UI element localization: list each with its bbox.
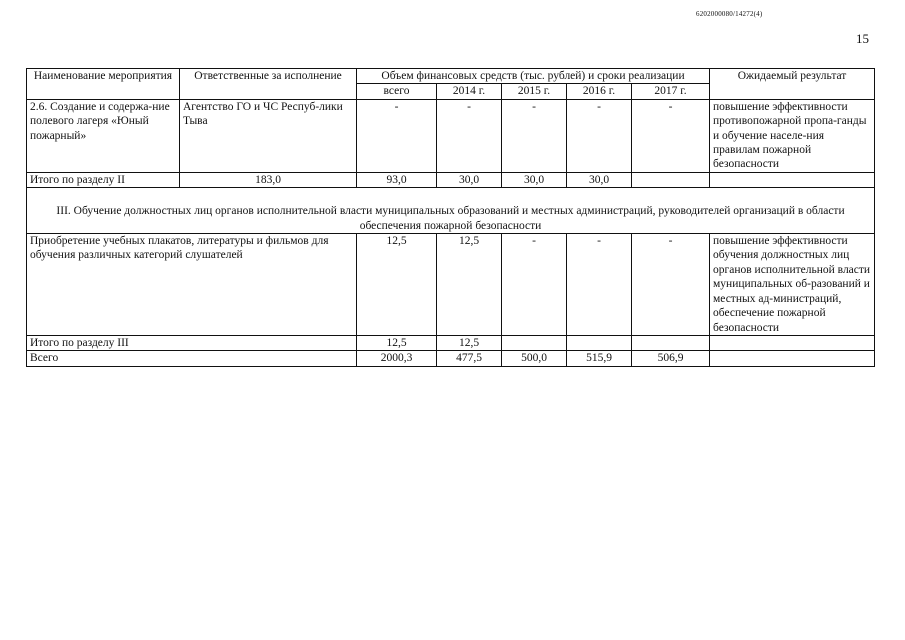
- total-3-2016: [567, 335, 632, 350]
- page-number: 15: [856, 31, 869, 46]
- row-3-2016: -: [567, 234, 632, 336]
- grand-total-total: 2000,3: [357, 351, 437, 366]
- total-3-2014: 12,5: [437, 335, 502, 350]
- total-2-2016: 30,0: [567, 172, 632, 187]
- total-3-total: 12,5: [357, 335, 437, 350]
- row-3-total: 12,5: [357, 234, 437, 336]
- header-row-1: [27, 69, 875, 84]
- row-3-2015: -: [502, 234, 567, 336]
- header-2015: 2015 г.: [502, 84, 567, 99]
- header-responsible: Ответственные за исполнение: [180, 69, 357, 100]
- row-2-6-responsible: Агентство ГО и ЧС Респуб-лики Тыва: [180, 99, 357, 172]
- total-2-responsible-value: 183,0: [180, 172, 357, 187]
- total-3-label: Итого по разделу III: [27, 335, 357, 350]
- grand-total-label: Всего: [27, 351, 357, 366]
- row-2-6-total: -: [357, 99, 437, 172]
- row-3-2017: -: [632, 234, 710, 336]
- row-2-6-2015: -: [502, 99, 567, 172]
- section-3-title: III. Обучение должностных лиц органов исполнительной власти муниципальных образований и местных администраций, руководителей организаций в области обеспечения пожарной безопасности: [27, 188, 875, 234]
- total-2-total: 93,0: [357, 172, 437, 187]
- header-2016: 2016 г.: [567, 84, 632, 99]
- total-2-label: Итого по разделу II: [27, 172, 180, 187]
- total-3-2015: [502, 335, 567, 350]
- header-2017: 2017 г.: [632, 84, 710, 99]
- table-row-total-section-3: [27, 335, 875, 350]
- total-3-result: [710, 335, 875, 350]
- header-funding: Объем финансовых средств (тыс. рублей) и сроки реализации: [357, 69, 710, 84]
- row-3-2014: 12,5: [437, 234, 502, 336]
- table-row-2-6: [27, 99, 875, 172]
- row-3-name: Приобретение учебных плакатов, литературы и фильмов для обучения различных категорий слушателей: [27, 234, 357, 336]
- row-2-6-2014: -: [437, 99, 502, 172]
- section-3-row: [27, 188, 875, 234]
- total-2-2014: 30,0: [437, 172, 502, 187]
- document-id: 6202000080/14272(4): [696, 10, 763, 18]
- grand-total-2014: 477,5: [437, 351, 502, 366]
- row-2-6-2016: -: [567, 99, 632, 172]
- grand-total-2016: 515,9: [567, 351, 632, 366]
- total-2-result: [710, 172, 875, 187]
- header-name: Наименование мероприятия: [27, 69, 180, 100]
- funding-table: [26, 68, 875, 367]
- table-row-total-section-2: [27, 172, 875, 187]
- grand-total-result: [710, 351, 875, 366]
- grand-total-2015: 500,0: [502, 351, 567, 366]
- row-2-6-2017: -: [632, 99, 710, 172]
- header-result: Ожидаемый результат: [710, 69, 875, 100]
- grand-total-2017: 506,9: [632, 351, 710, 366]
- total-2-2015: 30,0: [502, 172, 567, 187]
- row-3-result: повышение эффективности обучения должностных лиц органов исполнительной власти муниципальных об-разований и местных ад-министраций, обеспечение пожарной безопасности: [710, 234, 875, 336]
- total-3-2017: [632, 335, 710, 350]
- table-row-3: [27, 234, 875, 336]
- header-2014: 2014 г.: [437, 84, 502, 99]
- header-total: всего: [357, 84, 437, 99]
- total-2-2017: [632, 172, 710, 187]
- row-2-6-result: повышение эффективности противопожарной пропа-ганды и обучение населе-ния правилам пожарной безопасности: [710, 99, 875, 172]
- row-2-6-name: 2.6. Создание и содержа-ние полевого лагеря «Юный пожарный»: [27, 99, 180, 172]
- table-row-grand-total: [27, 351, 875, 366]
